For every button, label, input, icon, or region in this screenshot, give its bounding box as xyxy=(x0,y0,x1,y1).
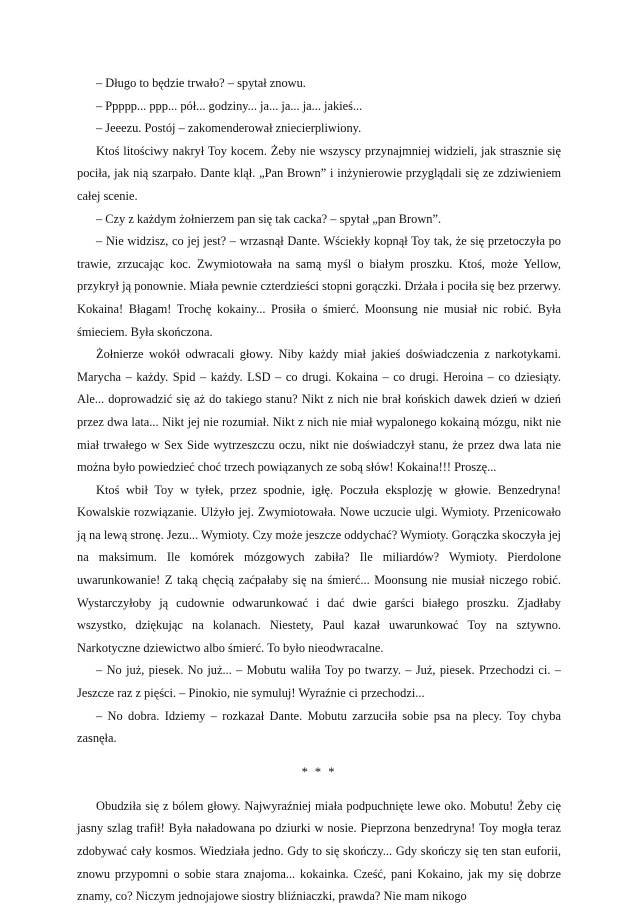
paragraph: – Długo to będzie trwało? – spytał znowu. xyxy=(96,76,306,90)
paragraph: Ktoś litościwy nakrył Toy kocem. Żeby nie wszyscy przynajmniej widzieli, jak strasznie się pociła, jak nią szarpało. Dante klął. „Pan Brown” i inżynierowie przyglądali się ze zdziwieniem całej scenie. xyxy=(77,143,561,203)
section-separator: * * * xyxy=(301,764,337,779)
paragraph: – Jeeezu. Postój – zakomenderował zniecierpliwiony. xyxy=(96,121,362,136)
paragraph: – Nie widzisz, co jej jest? – wrzasnął Dante. Wściekły kopnął Toy tak, że się przetoczyła po trawie, zrzucając koc. Zwymiotowała na samą myśl o białym proszku. Ktoś, może Yellow, przykrył ją ponownie. Miała pewnie czterdzieści stopni gorączki. Drżała i pociła się bez przerwy. Kokaina! Błagam! Trochę kokainy... Prosiła o śmierć. Moonsung nie musiał nic robić. Była śmieciem. Była skończona. xyxy=(77,234,561,339)
paragraph: – No już, piesek. No już... – Mobutu waliła Toy po twarzy. – Już, piesek. Przechodzi ci. – Jeszcze raz z pięści. – Pinokio, nie symuluj! Wyraźnie ci przechodzi... xyxy=(77,663,561,701)
document-body xyxy=(77,72,561,908)
paragraph: – Czy z każdym żołnierzem pan się tak cacka? – spytał „pan Brown”. xyxy=(96,211,442,226)
paragraph: Ktoś wbił Toy w tyłek, przez spodnie, igłę. Poczuła eksplozję w głowie. Benzedryna! Kowalskie rozwiązanie. Ulżyło jej. Zwymiotowała. Nowe uczucie ulgi. Wymioty. Przenicowało ją na lewą stronę. Jezu... Wymioty. Czy może jeszcze oddychać? Wymioty. Gorączka skoczyła jej na maksimum. Ile komórek mózgowych zabiła? Ile miliardów? Wymioty. Pierdolone uwarunkowanie! Z taką chęcią zaćpałaby się na śmierć... Moonsung nie musiał niczego robić. Wystarczyłoby ją cudownie odwarunkować i dać dwie garści białego proszku. Zjadłaby wszystko, dziękując na kolanach. Niestety, Paul kazał uwarunkować Toy na sztywno. Narkotyczne dziewictwo albo śmierć. To było nieodwracalne. xyxy=(77,482,561,655)
paragraph: Żołnierze wokół odwracali głowy. Niby każdy miał jakieś doświadczenia z narkotykami. Marycha – każdy. Spid – każdy. LSD – co drugi. Kokaina – co drugi. Heroina – co dziesiąty. Ale... doprowadzić się aż do takiego stanu? Nikt z nich nie brał końskich dawek dzień w dzień przez dwa lata... Nikt jej nie rozumiał. Nikt z nich nie miał wypalonego kokainą mózgu, nikt nie miał trwałego w Sex Side wytrzeszczu oczu, nikt nie doświadczył stanu, że przez dwa lata nie można było powiedzieć choć trzech powiązanych ze sobą słów! Kokaina!!! Proszę... xyxy=(77,347,561,475)
paragraph: – No dobra. Idziemy – rozkazał Dante. Mobutu zarzuciła sobie psa na plecy. Toy chyba zasnęła. xyxy=(77,708,561,746)
paragraph: Obudziła się z bólem głowy. Najwyraźniej miała podpuchnięte lewe oko. Mobutu! Żeby cię jasny szlag trafił! Była naładowana po dziurki w nosie. Pieprzona benzedryna! Toy mogła teraz zdobywać cały kosmos. Wiedziała jedno. Gdy to się skończy... Gdy skończy się ten stan euforii, znowu przypomni o sobie stara znajoma... kokainka. Cześć, pani Kokaino, jak my się dobrze znamy, co? Niczym jednojajowe siostry bliźniaczki, prawda? Nie mam nikogo xyxy=(77,798,561,904)
paragraph: – Ppppp... ppp... pół... godziny... ja... ja... ja... jakieś... xyxy=(96,98,363,113)
